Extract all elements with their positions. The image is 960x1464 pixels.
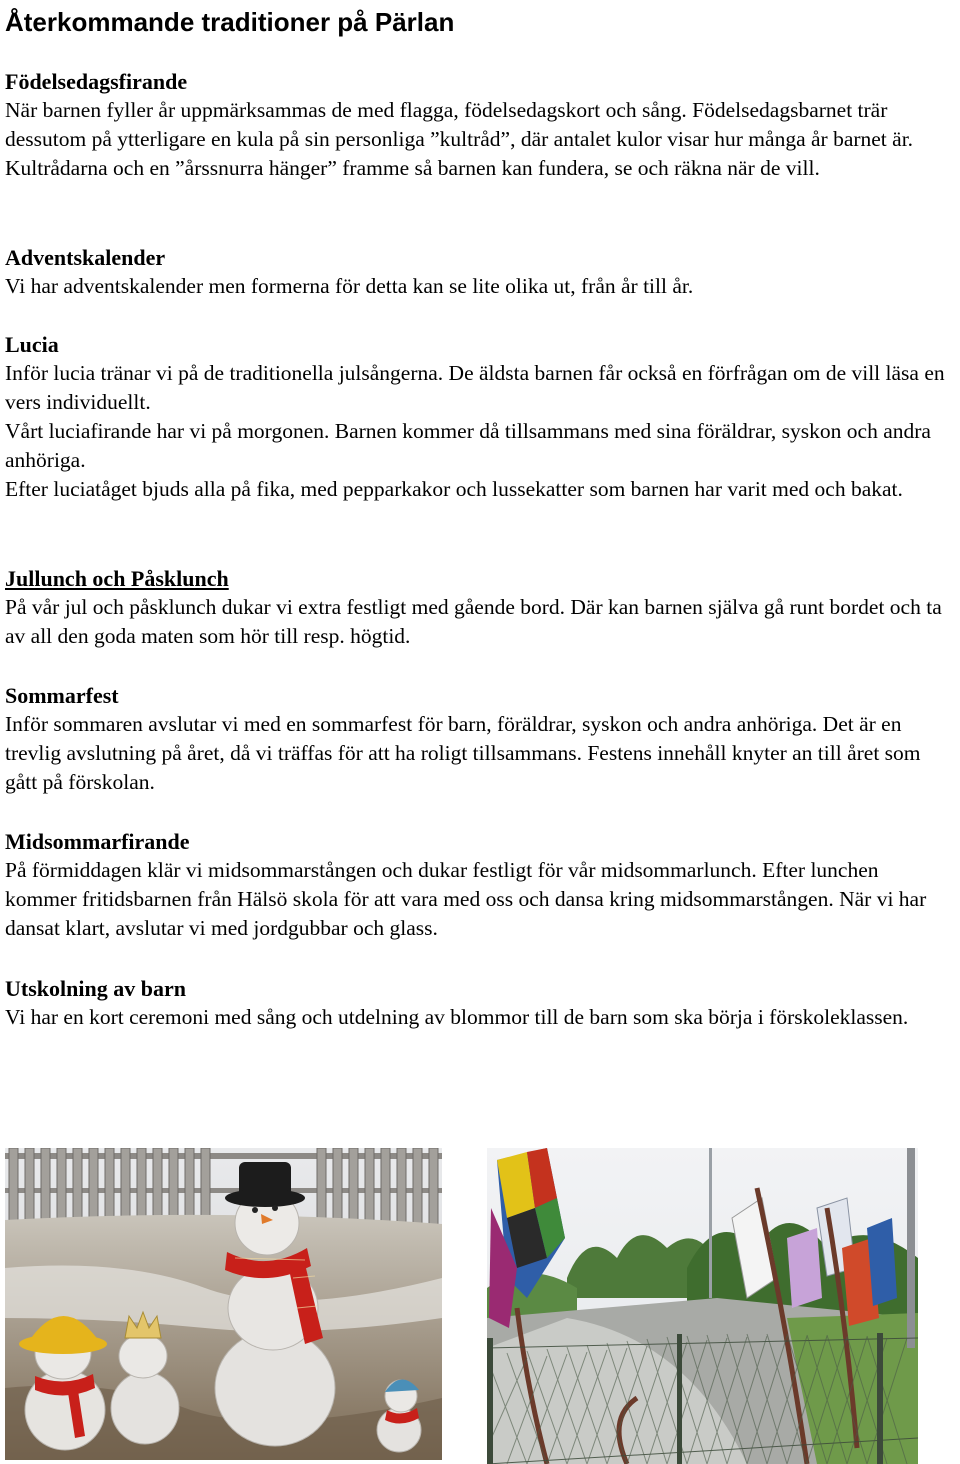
snowmen-photo <box>5 1148 442 1460</box>
section-text-lucia-2: Vårt luciafirande har vi på morgonen. Barnen kommer då tillsammans med sina föräldrar, syskon och andra anhöriga. <box>5 419 931 472</box>
section-heading-lucia: Lucia <box>5 332 59 357</box>
section-text-graduation: Vi har en kort ceremoni med sång och utdelning av blommor till de barn som ska börja i förskoleklassen. <box>5 1005 909 1029</box>
section-heading-birthday: Födelsedagsfirande <box>5 69 188 94</box>
section-lunch <box>5 564 955 651</box>
section-midsummer <box>5 827 955 943</box>
photo-row <box>0 1148 960 1464</box>
section-lucia <box>5 330 955 504</box>
section-text-midsummer: På förmiddagen klär vi midsommarstången och dukar festligt för vår midsommarlunch. Efter lunchen kommer fritidsbarnen från Hälsö skola för att vara med oss och dansa kring midsommarstången. När vi har dansat klart, avslutar vi med jordgubbar och glass. <box>5 858 927 940</box>
section-heading-advent: Adventskalender <box>5 245 166 270</box>
section-text-summer-party: Inför sommaren avslutar vi med en sommarfest för barn, föräldrar, syskon och andra anhöriga. Det är en trevlig avslutning på året, då vi träffas för att ha roligt tillsammans. Festens innehåll knyter an till året som gått på förskolan. <box>5 712 921 794</box>
section-heading-midsummer: Midsommarfirande <box>5 829 190 854</box>
section-heading-graduation: Utskolning av barn <box>5 976 186 1001</box>
section-text-lucia-1: Inför lucia tränar vi på de traditionella julsångerna. De äldsta barnen får också en förfrågan om de vill läsa en vers individuellt. <box>5 361 945 414</box>
section-birthday <box>5 67 955 183</box>
section-heading-lunch: Jullunch och Påsklunch <box>5 566 229 591</box>
section-text-lucia-3: Efter luciatåget bjuds alla på fika, med pepparkakor och lussekatter som barnen har varit med och bakat. <box>5 477 903 501</box>
section-text-birthday: När barnen fyller år uppmärksammas de med flagga, födelsedagskort och sång. Födelsedagsbarnet trär dessutom på ytterligare en kula på sin personliga ”kultråd”, där antalet kulor visar hur många år barnet är. Kultrådarna och en ”årssnurra hänger” framme så barnen kan fundera, se och räkna när de vill. <box>5 98 914 180</box>
section-graduation <box>5 974 955 1032</box>
section-advent <box>5 243 955 301</box>
flags-photo <box>487 1148 918 1464</box>
section-heading-summer-party: Sommarfest <box>5 683 119 708</box>
section-text-advent: Vi har adventskalender men formerna för detta kan se lite olika ut, från år till år. <box>5 274 694 298</box>
page-title: Återkommande traditioner på Pärlan <box>5 7 455 37</box>
section-summer-party <box>5 681 955 797</box>
section-text-lunch: På vår jul och påsklunch dukar vi extra festligt med gående bord. Där kan barnen själva gå runt bordet och ta av all den goda maten som hör till resp. högtid. <box>5 595 942 648</box>
